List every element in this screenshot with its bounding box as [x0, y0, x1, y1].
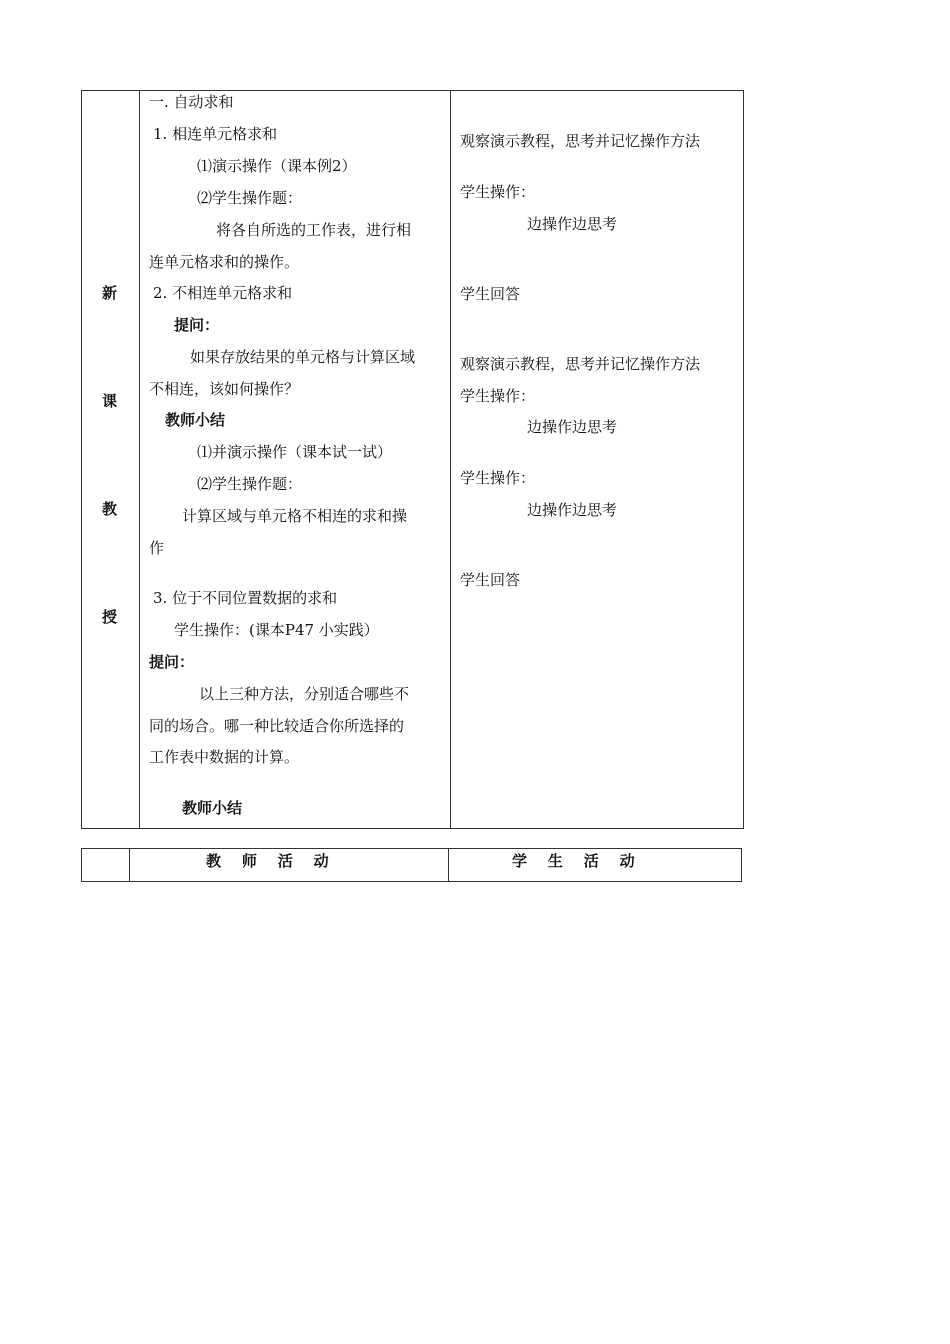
- footer-border-right: [741, 848, 742, 882]
- question-2-line-2: 同的场合。哪一种比较适合你所选择的: [149, 717, 405, 735]
- student-line-4: 学生回答: [460, 285, 521, 303]
- student-line-7: 边操作边思考: [527, 418, 618, 436]
- teacher-summary-2: 教师小结: [182, 799, 243, 817]
- student-line-2: 学生操作：: [460, 183, 536, 201]
- student-line-10: 学生回答: [460, 571, 521, 589]
- item-2-c-line-1: 计算区域与单元格不相连的求和操: [182, 507, 408, 525]
- table-divider-2: [450, 90, 451, 829]
- question-2-label: 提问：: [149, 653, 195, 671]
- footer-border-top: [81, 848, 742, 849]
- table-divider-1: [139, 90, 140, 829]
- table-border-top: [81, 90, 744, 91]
- item-2-b: ⑵学生操作题：: [197, 475, 303, 493]
- question-1-line-1: 如果存放结果的单元格与计算区域: [190, 348, 416, 366]
- teacher-summary-1: 教师小结: [165, 411, 226, 429]
- teacher-activity-header: 教 师 活 动: [206, 852, 329, 870]
- student-activity-header: 学 生 活 动: [512, 852, 635, 870]
- section-heading: 一. 自动求和: [149, 93, 234, 111]
- side-label-char-2: 课: [102, 392, 118, 410]
- student-line-3: 边操作边思考: [527, 215, 618, 233]
- question-1-label: 提问：: [174, 316, 220, 334]
- footer-border-left: [81, 848, 82, 882]
- item-2: 2. 不相连单元格求和: [153, 284, 293, 302]
- footer-divider-1: [129, 848, 130, 882]
- student-line-8: 学生操作：: [460, 469, 536, 487]
- footer-border-bottom: [81, 881, 742, 882]
- student-line-6: 学生操作：: [460, 387, 536, 405]
- table-border-right: [743, 90, 744, 829]
- item-2-a: ⑴并演示操作（课本试一试）: [197, 443, 393, 461]
- item-3: 3. 位于不同位置数据的求和: [153, 589, 338, 607]
- student-line-5: 观察演示教程，思考并记忆操作方法: [460, 355, 701, 373]
- student-line-9: 边操作边思考: [527, 501, 618, 519]
- item-1: 1. 相连单元格求和: [153, 125, 278, 143]
- item-3-a: 学生操作：(课本P47 小实践）: [174, 621, 379, 639]
- item-1-a: ⑴演示操作（课本例2）: [197, 157, 357, 175]
- question-1-line-2: 不相连，该如何操作？: [149, 380, 300, 398]
- side-label-char-4: 授: [102, 608, 118, 626]
- item-1-c-line-1: 将各自所选的工作表，进行相: [216, 221, 412, 239]
- footer-divider-2: [448, 848, 449, 882]
- side-label-char-3: 教: [102, 500, 118, 518]
- student-line-1: 观察演示教程，思考并记忆操作方法: [460, 132, 701, 150]
- item-2-c-line-2: 作: [149, 539, 165, 557]
- table-border-left: [81, 90, 82, 829]
- item-1-c-line-2: 连单元格求和的操作。: [149, 253, 300, 271]
- question-2-line-1: 以上三种方法，分别适合哪些不: [199, 685, 410, 703]
- question-2-line-3: 工作表中数据的计算。: [149, 748, 300, 766]
- side-label-char-1: 新: [102, 284, 118, 302]
- item-1-b: ⑵学生操作题：: [197, 189, 303, 207]
- table-border-bottom: [81, 828, 744, 829]
